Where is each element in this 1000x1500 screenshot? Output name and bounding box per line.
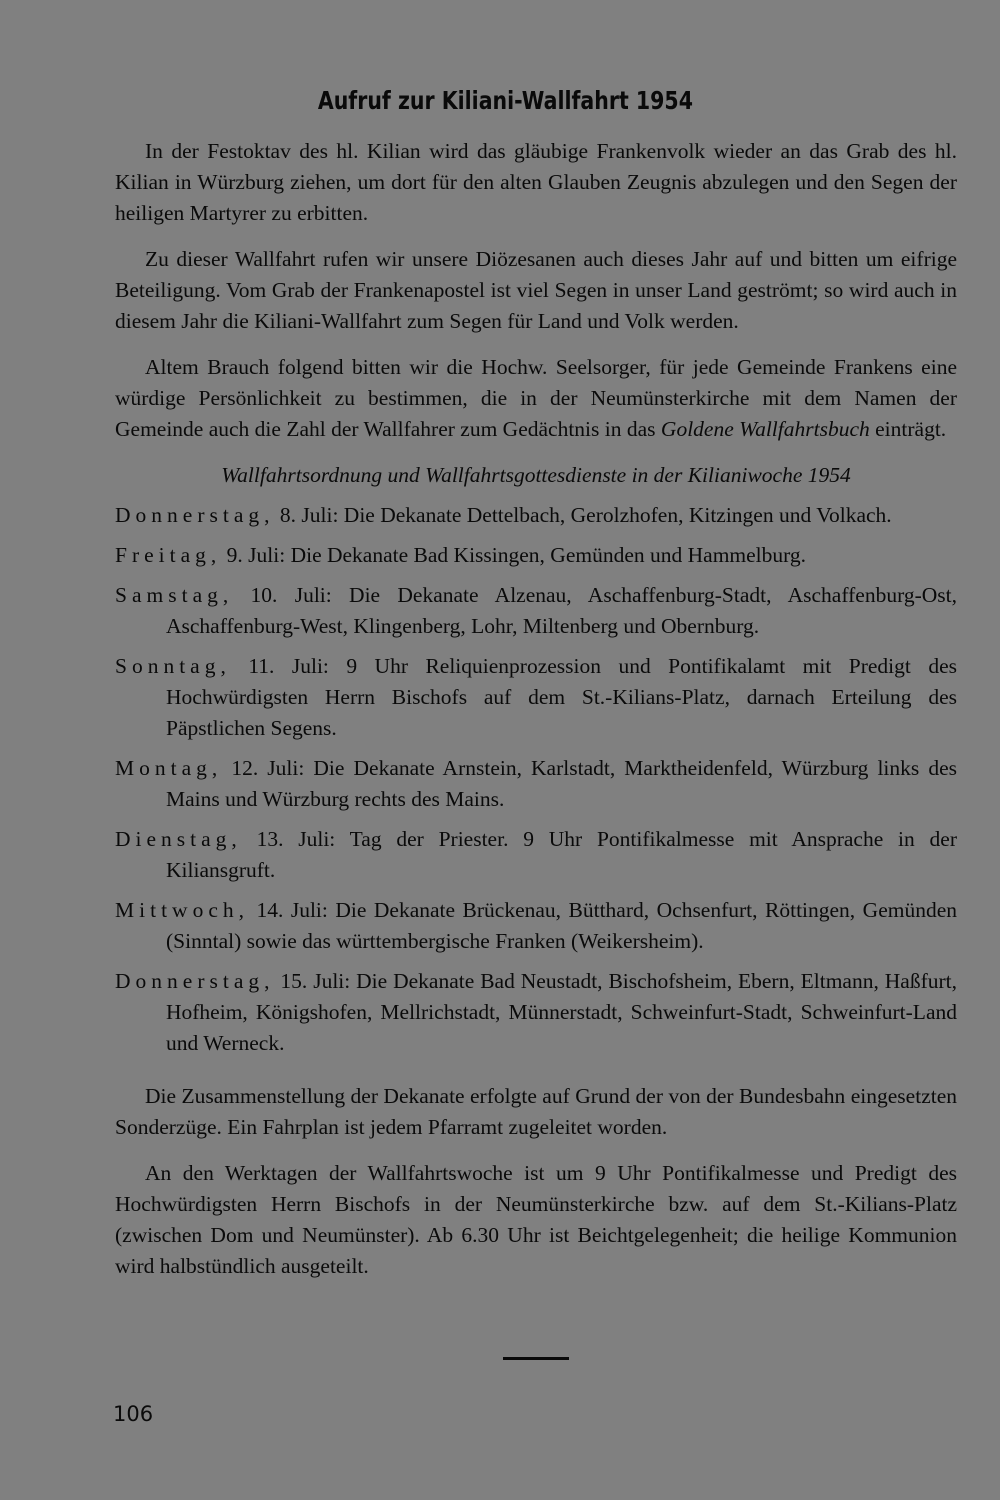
schedule-entry	[115, 824, 957, 886]
schedule-day: Mittwoch,	[115, 898, 249, 922]
schedule-text: 12. Juli: Die Dekanate Arnstein, Karlstadt, Marktheidenfeld, Würzburg links des Mains und Würzburg rechts des Mains.	[166, 756, 957, 811]
schedule-entry	[115, 580, 957, 642]
schedule-text: 14. Juli: Die Dekanate Brückenau, Bütthard, Ochsenfurt, Röttingen, Gemünden (Sinntal) sowie das württembergische Franken (Weikersheim).	[166, 898, 957, 953]
schedule-entry	[115, 895, 957, 957]
schedule-day: Donnerstag,	[115, 969, 275, 993]
paragraph-custom	[115, 352, 957, 445]
book-title: Goldene Wallfahrtsbuch	[660, 417, 870, 441]
schedule-text: 10. Juli: Die Dekanate Alzenau, Aschaffenburg-Stadt, Aschaffenburg-Ost, Aschaffenburg-West, Klingenberg, Lohr, Miltenberg und Obernburg.	[166, 583, 957, 638]
paragraph-weekdays: An den Werktagen der Wallfahrtswoche ist um 9 Uhr Pontifikalmesse und Predigt des Hochwürdigsten Herrn Bischofs in der Neumünsterkirche bzw. auf dem St.-Kilians-Platz (zwischen Dom und Neumünster). Ab 6.30 Uhr ist Beichtgelegenheit; die heilige Kommunion wird halbstündlich ausgeteilt.	[115, 1161, 957, 1278]
schedule-list	[115, 500, 957, 1059]
schedule-entry	[115, 753, 957, 815]
schedule-day: Samstag,	[115, 583, 234, 607]
schedule-day: Sonntag,	[115, 654, 231, 678]
schedule-day: Freitag,	[115, 543, 222, 567]
page-title: Aufruf zur Kiliani-Wallfahrt 1954	[317, 86, 693, 115]
end-rule	[503, 1357, 569, 1360]
paragraph-intro: In der Festoktav des hl. Kilian wird das gläubige Frankenvolk wieder an das Grab des hl. Kilian in Würzburg ziehen, um dort für den alten Glauben Zeugnis abzulegen und den Segen der heiligen Martyrer zu erbitten.	[115, 139, 957, 225]
schedule-entry	[115, 500, 957, 531]
schedule-text: 9. Juli: Die Dekanate Bad Kissingen, Gemünden und Hammelburg.	[221, 543, 807, 567]
paragraph-custom-text: Altem Brauch folgend bitten wir die Hochw. Seelsorger, für jede Gemeinde Frankens eine würdige Persönlichkeit zu bestimmen, die in der Neumünsterkirche mit dem Namen der Gemeinde auch die Zahl der Wallfahrer zum Gedächtnis in das	[115, 355, 957, 441]
schedule-text: 13. Juli: Tag der Priester. 9 Uhr Pontifikalmesse mit Ansprache in der Kiliansgruft.	[166, 827, 957, 882]
schedule-text: 15. Juli: Die Dekanate Bad Neustadt, Bischofsheim, Ebern, Eltmann, Haßfurt, Hofheim, Königshofen, Mellrichstadt, Münnerstadt, Schweinfurt-Stadt, Schweinfurt-Land und Werneck.	[166, 969, 957, 1055]
document-body	[115, 136, 957, 1297]
schedule-day: Dienstag,	[115, 827, 242, 851]
schedule-day: Montag,	[115, 756, 223, 780]
paragraph-custom-tail: einträgt.	[869, 417, 947, 441]
schedule-day: Donnerstag,	[115, 503, 275, 527]
schedule-entry	[115, 540, 957, 571]
schedule-text: 11. Juli: 9 Uhr Reliquienprozession und Pontifikalamt mit Predigt des Hochwürdigsten Herrn Bischofs auf dem St.-Kilians-Platz, darnach Erteilung des Päpstlichen Segens.	[166, 654, 957, 740]
schedule-text: 8. Juli: Die Dekanate Dettelbach, Gerolzhofen, Kitzingen und Volkach.	[274, 503, 892, 527]
paragraph-call: Zu dieser Wallfahrt rufen wir unsere Diözesanen auch dieses Jahr auf und bitten um eifrige Beteiligung. Vom Grab der Frankenapostel ist viel Segen in unser Land geströmt; so wird auch in diesem Jahr die Kiliani-Wallfahrt zum Segen für Land und Volk werden.	[115, 247, 957, 333]
page-number: 106	[113, 1402, 154, 1426]
paragraph-trains: Die Zusammenstellung der Dekanate erfolgte auf Grund der von der Bundesbahn eingesetzten Sonderzüge. Ein Fahrplan ist jedem Pfarramt zugeleitet worden.	[115, 1084, 957, 1139]
schedule-heading: Wallfahrtsordnung und Wallfahrtsgottesdienste in der Kilianiwoche 1954	[221, 463, 851, 487]
schedule-entry	[115, 651, 957, 744]
schedule-entry	[115, 966, 957, 1059]
